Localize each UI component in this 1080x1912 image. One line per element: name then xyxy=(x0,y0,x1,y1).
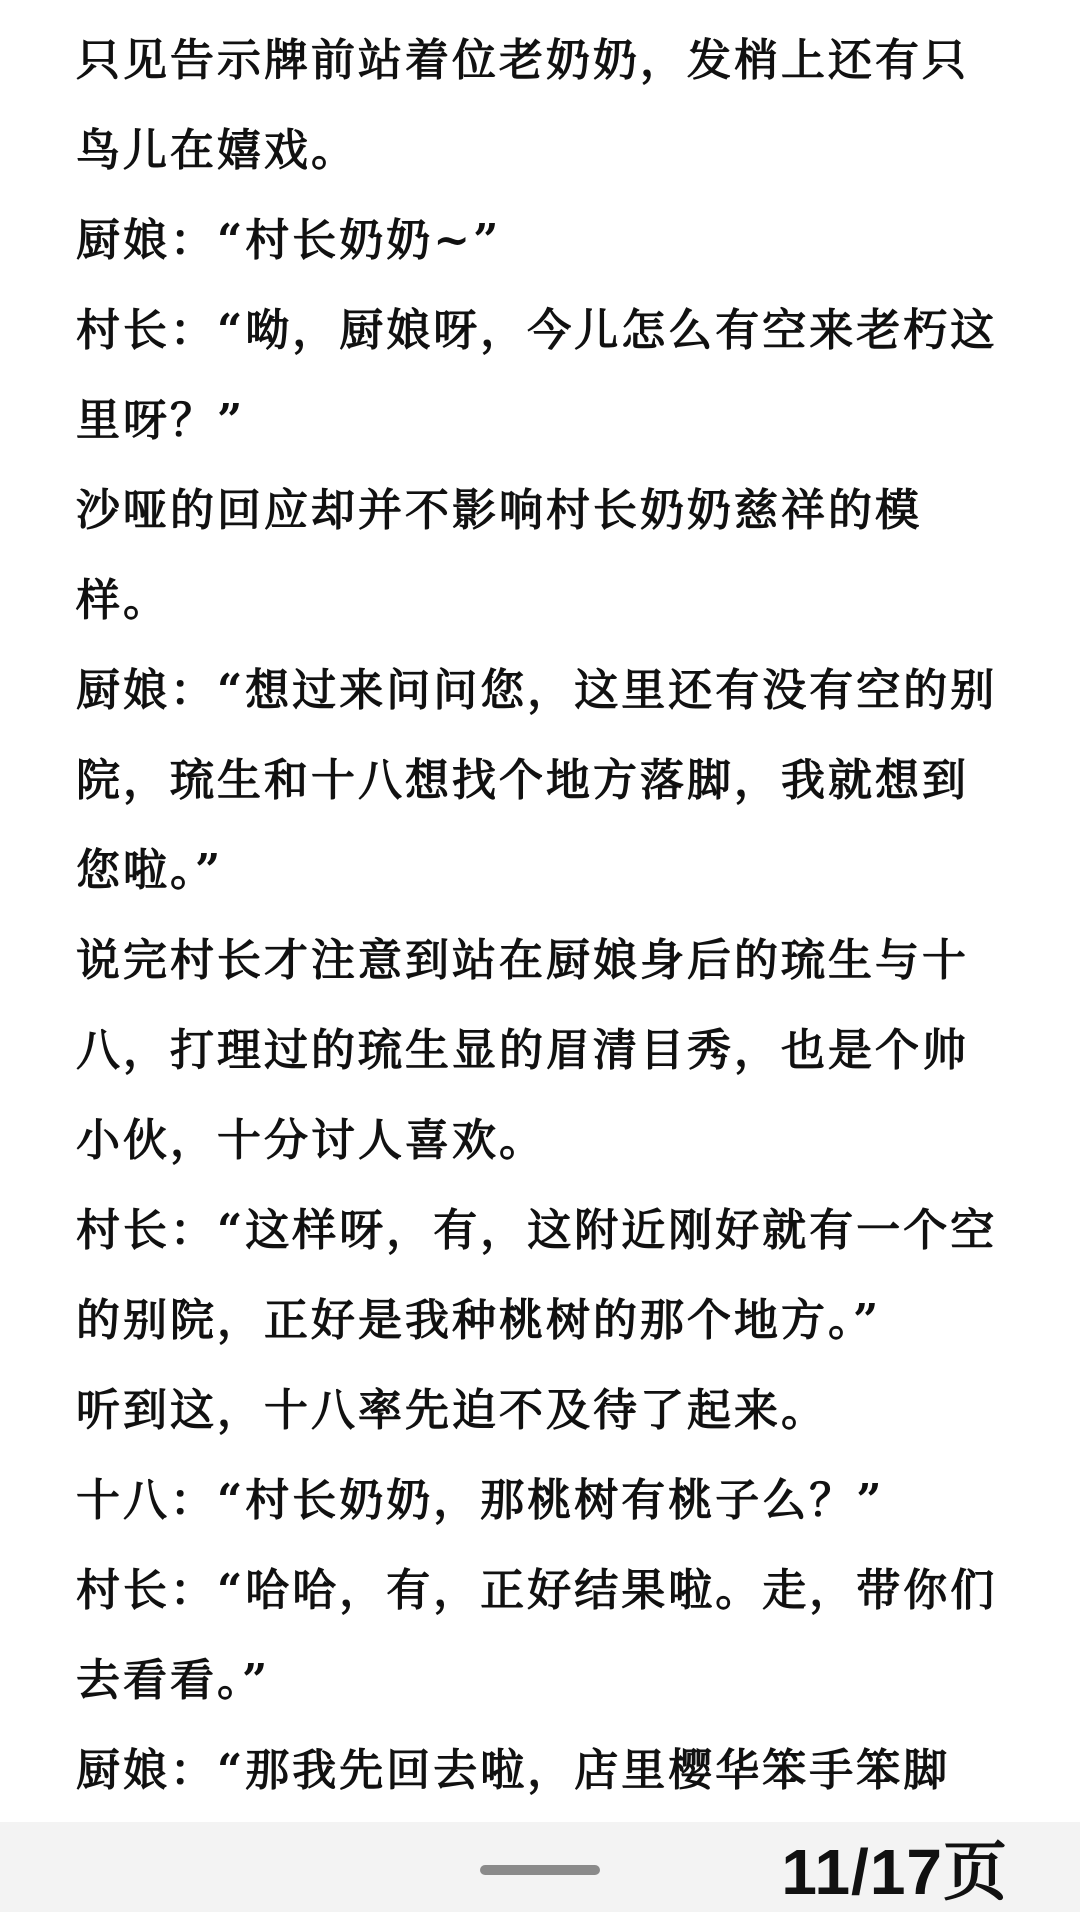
home-indicator-handle[interactable] xyxy=(480,1865,600,1875)
story-text xyxy=(76,16,1016,1816)
text-line: 去看看。” xyxy=(76,1655,271,1706)
text-line: 院，琉生和十八想找个地方落脚，我就想到 xyxy=(76,755,969,806)
text-line: 听到这，十八率先迫不及待了起来。 xyxy=(76,1385,828,1436)
text-line: 说完村长才注意到站在厨娘身后的琉生与十 xyxy=(76,935,969,986)
text-line: 只见告示牌前站着位老奶奶，发梢上还有只 xyxy=(76,35,969,86)
text-line: 的别院，正好是我种桃树的那个地方。” xyxy=(76,1295,882,1346)
text-line: 您啦。” xyxy=(76,845,224,896)
text-line: 八，打理过的琉生显的眉清目秀，也是个帅 xyxy=(76,1025,969,1076)
text-line: 十八：“村长奶奶，那桃树有桃子么？” xyxy=(76,1475,885,1526)
text-line: 厨娘：“村长奶奶~” xyxy=(76,215,502,266)
text-line: 鸟儿在嬉戏。 xyxy=(76,125,358,176)
text-line: 村长：“哈哈，有，正好结果啦。走，带你们 xyxy=(76,1565,998,1616)
page-indicator: 11/17页 xyxy=(781,1836,1008,1908)
bottom-bar xyxy=(0,1822,1080,1912)
text-line: 沙哑的回应却并不影响村长奶奶慈祥的模 xyxy=(76,485,922,536)
text-line: 样。 xyxy=(76,575,170,626)
text-line: 厨娘：“想过来问问您，这里还有没有空的别 xyxy=(76,665,998,716)
text-line: 里呀？” xyxy=(76,395,246,446)
text-line: 厨娘：“那我先回去啦，店里樱华笨手笨脚 xyxy=(76,1745,951,1796)
text-line: 小伙，十分讨人喜欢。 xyxy=(76,1115,546,1166)
text-line: 村长：“呦，厨娘呀，今儿怎么有空来老朽这 xyxy=(76,305,998,356)
text-line: 村长：“这样呀，有，这附近刚好就有一个空 xyxy=(76,1205,998,1256)
